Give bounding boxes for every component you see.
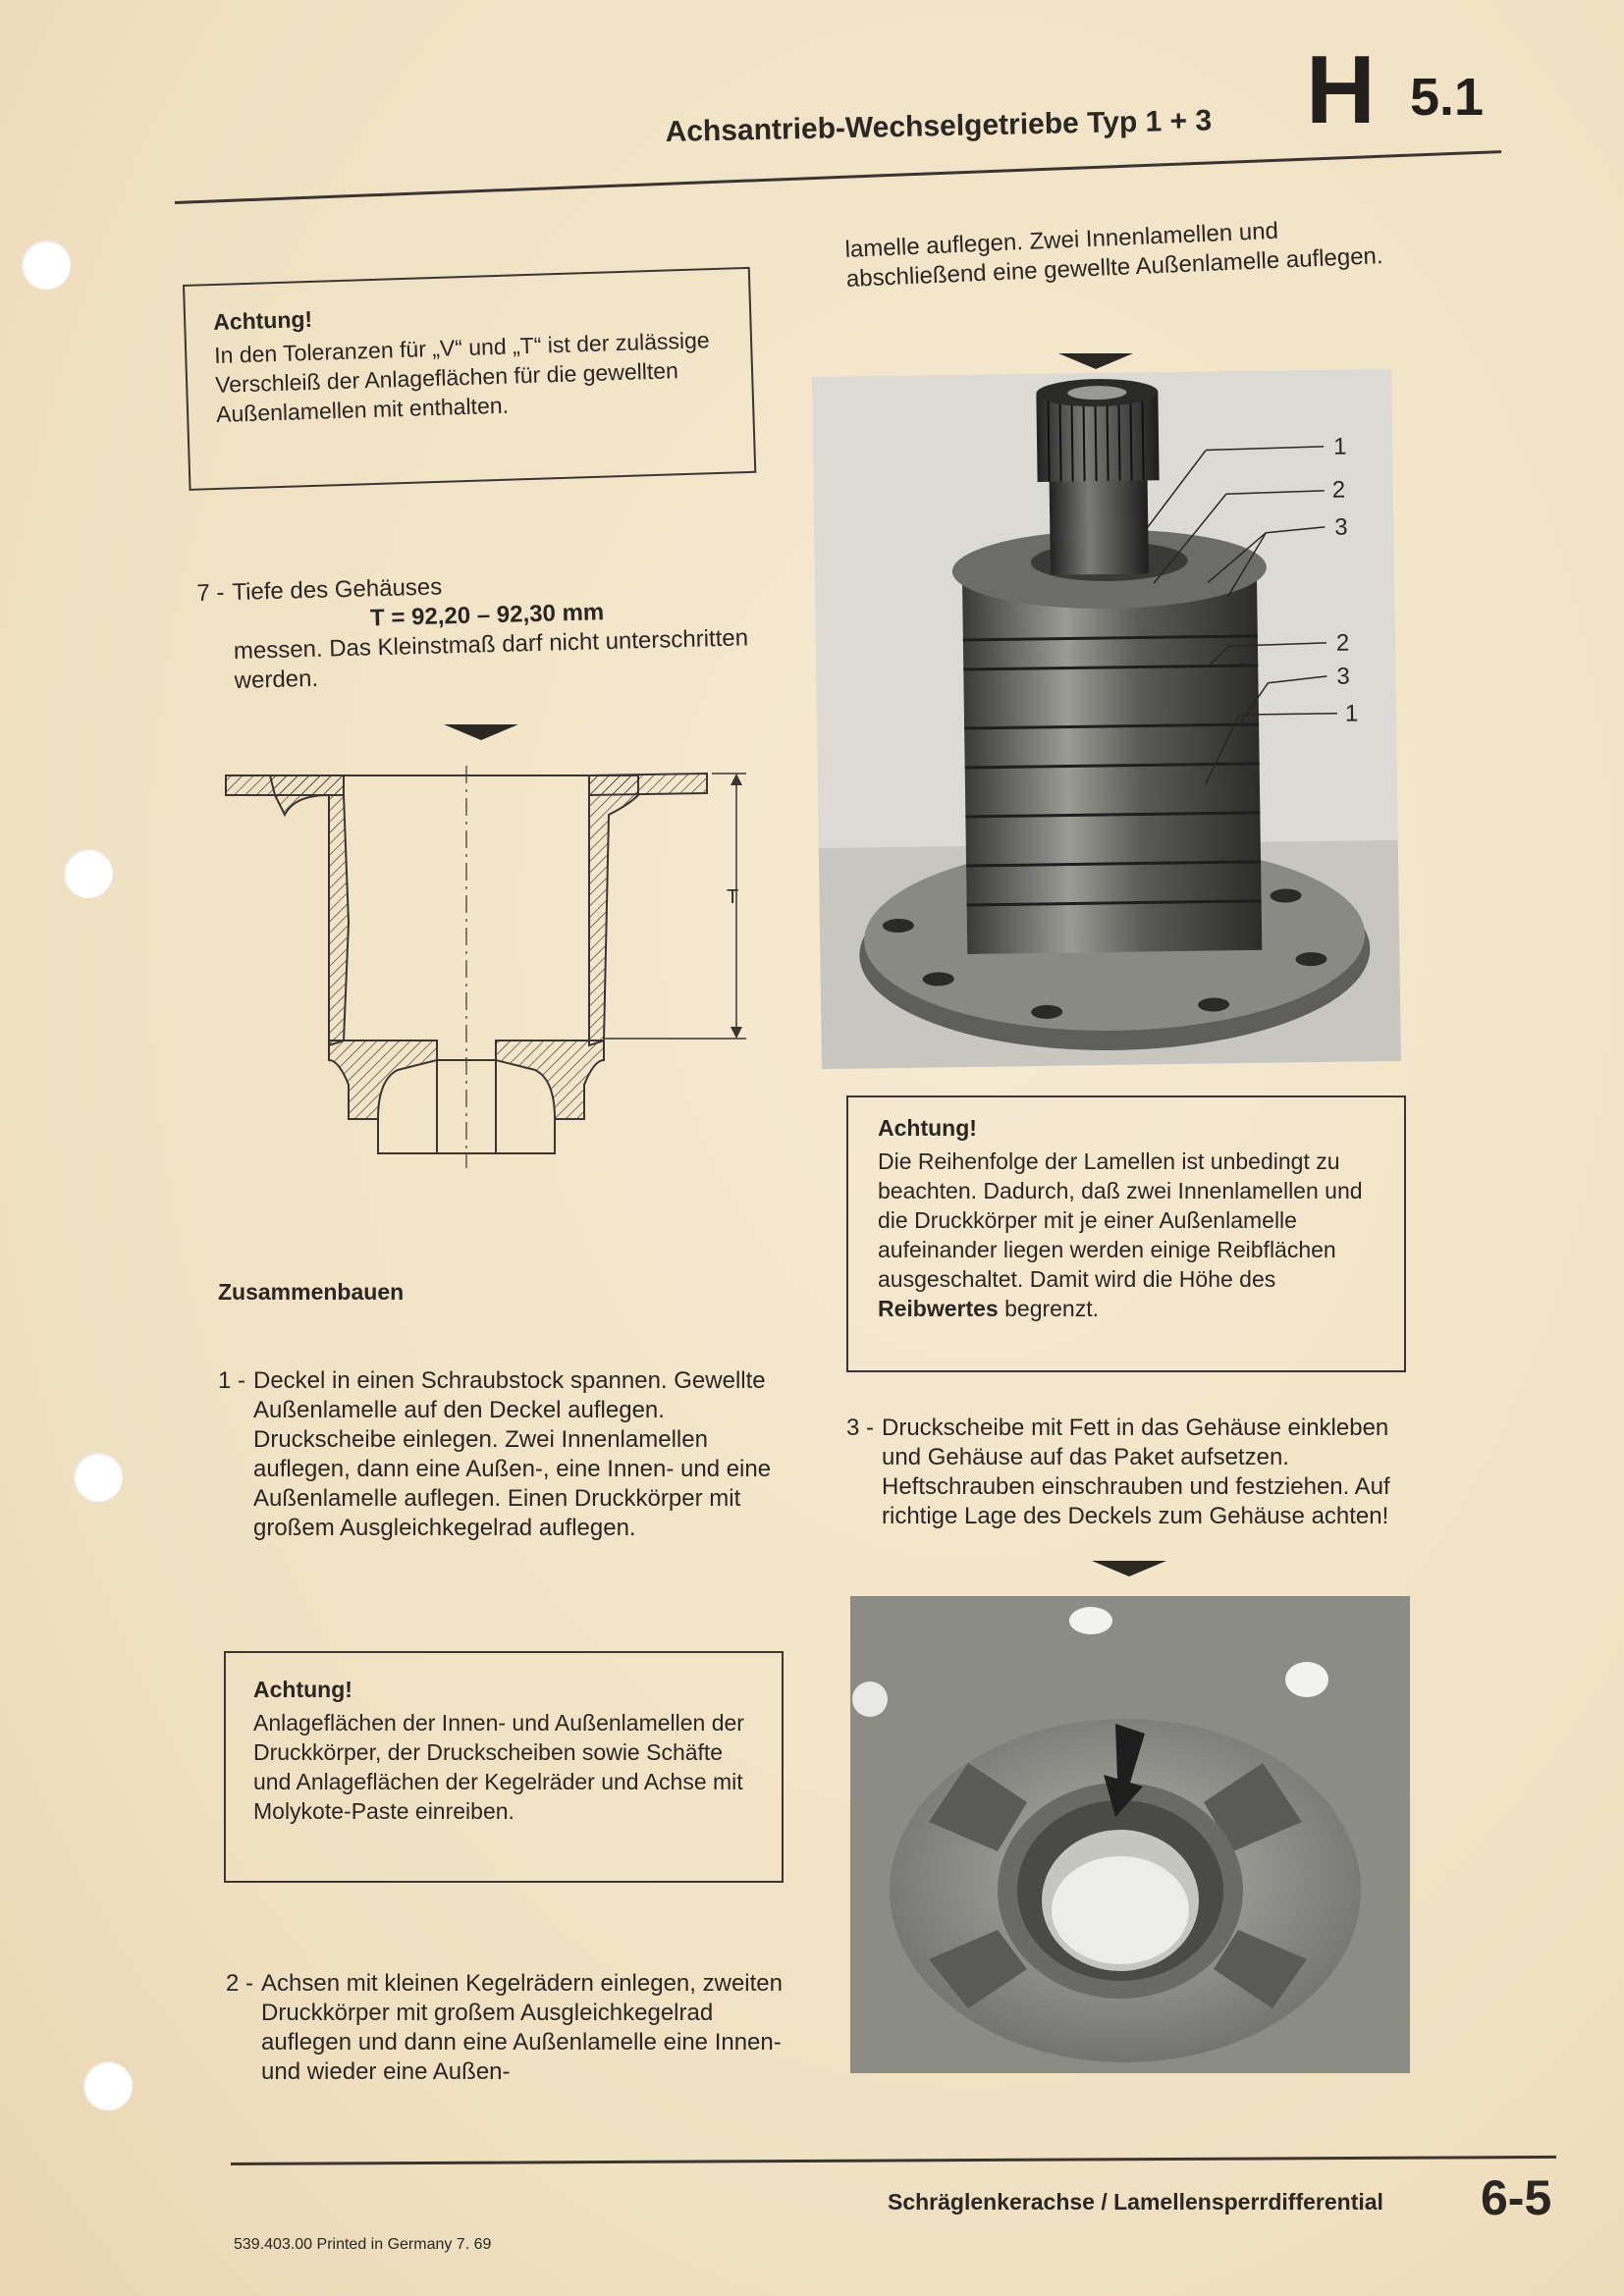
callout-label: 2 [1335, 629, 1350, 657]
step-7 [196, 564, 774, 697]
caution-text: In den Toleranzen für „V“ und „T“ ist der zulässige Verschleiß der Anlageflächen für die gewellten Außenlamellen mit enthalten. [213, 327, 710, 427]
step-text: Tiefe des Gehäuses [232, 573, 443, 607]
caution-box [224, 1651, 784, 1883]
caution-box [183, 267, 756, 491]
caution-text: Anlageflächen der Innen- und Außenlamellen der Druckkörper, der Druckscheiben sowie Schäfte und Anlageflächen der Kegelräder und Achse mit Molykote-Paste einreiben. [253, 1710, 744, 1824]
caution-label: Achtung! [253, 1677, 352, 1702]
callout-label: 1 [1332, 433, 1347, 460]
step-number: 1 - [218, 1367, 246, 1394]
caution-text-part: begrenzt. [998, 1296, 1100, 1321]
caution-label: Achtung! [212, 305, 313, 336]
measurement-formula: T = 92,20 – 92,30 mm [369, 599, 605, 632]
step-2 [226, 1969, 785, 2087]
assembly-heading: Zusammenbauen [218, 1279, 405, 1305]
step-3 [846, 1414, 1411, 1531]
section-letter: H [1306, 35, 1376, 143]
step-text: messen. Das Kleinstmaß darf nicht unterschritten werden. [233, 624, 749, 695]
caution-text-part: Die Reihenfolge der Lamellen ist unbedingt zu beachten. Dadurch, daß zwei Innenlamellen und die Druckkörper mit je einer Außenlamelle aufeinander liegen werden einige Reibflächen ausgeschaltet. Damit wird die Höhe des [878, 1148, 1363, 1292]
step-text: Deckel in einen Schraubstock spannen. Gewellte Außenlamelle auf den Deckel auflegen. Druckscheibe einlegen. Zwei Innenlamellen auflegen, dann eine Außen-, eine Innen- und eine Außenlamelle auflegen. Einen Druckkörper mit großem Ausgleichkegelrad auflegen. [253, 1367, 772, 1541]
arrow-down-icon [1092, 1561, 1166, 1576]
callout-label: 1 [1344, 700, 1359, 727]
chapter-title: Schräglenkerachse / Lamellensperrdifferential [888, 2189, 1383, 2215]
caution-text [878, 1147, 1375, 1323]
step-number: 2 - [226, 1970, 254, 1997]
housing-cross-section-diagram [216, 746, 766, 1178]
step-text: Druckscheibe mit Fett in das Gehäuse einkleben und Gehäuse auf das Paket aufsetzen. Heftschrauben einschrauben und festziehen. Auf richtige Lage des Deckels zum Gehäuse achten! [882, 1415, 1390, 1529]
clutch-pack-photo [812, 369, 1401, 1069]
continued-text: lamelle auflegen. Zwei Innenlamellen und abschließend eine gewellte Außenlamelle auflegen. [844, 217, 1384, 293]
step-number: 7 - [196, 579, 225, 607]
arrow-down-icon [444, 724, 518, 740]
caution-label: Achtung! [878, 1115, 977, 1141]
caution-box [846, 1095, 1406, 1372]
page-number: 6-5 [1481, 2170, 1552, 2225]
callout-label: 3 [1336, 663, 1350, 690]
caution-text-bold: Reibwertes [878, 1296, 999, 1321]
step-number: 3 - [846, 1415, 875, 1441]
punch-hole [22, 240, 71, 290]
print-info: 539.403.00 Printed in Germany 7. 69 [234, 2236, 492, 2253]
punch-hole [74, 1453, 123, 1502]
arrow-down-icon [1058, 353, 1133, 369]
step-text: Achsen mit kleinen Kegelrädern einlegen, zweiten Druckkörper mit großem Ausgleichkegelrad auflegen und dann eine Außenlamelle eine Innen- und wieder eine Außen- [261, 1970, 783, 2085]
housing-photo [850, 1596, 1410, 2073]
punch-hole [64, 849, 113, 898]
callout-label: 2 [1331, 476, 1346, 504]
punch-hole [83, 2061, 133, 2110]
callout-label: 3 [1334, 513, 1348, 541]
section-number: 5.1 [1410, 68, 1485, 127]
step-1 [218, 1366, 785, 1543]
dimension-label: T [727, 886, 739, 908]
header-title: Achsantrieb-Wechselgetriebe Typ 1 + 3 [665, 104, 1213, 149]
